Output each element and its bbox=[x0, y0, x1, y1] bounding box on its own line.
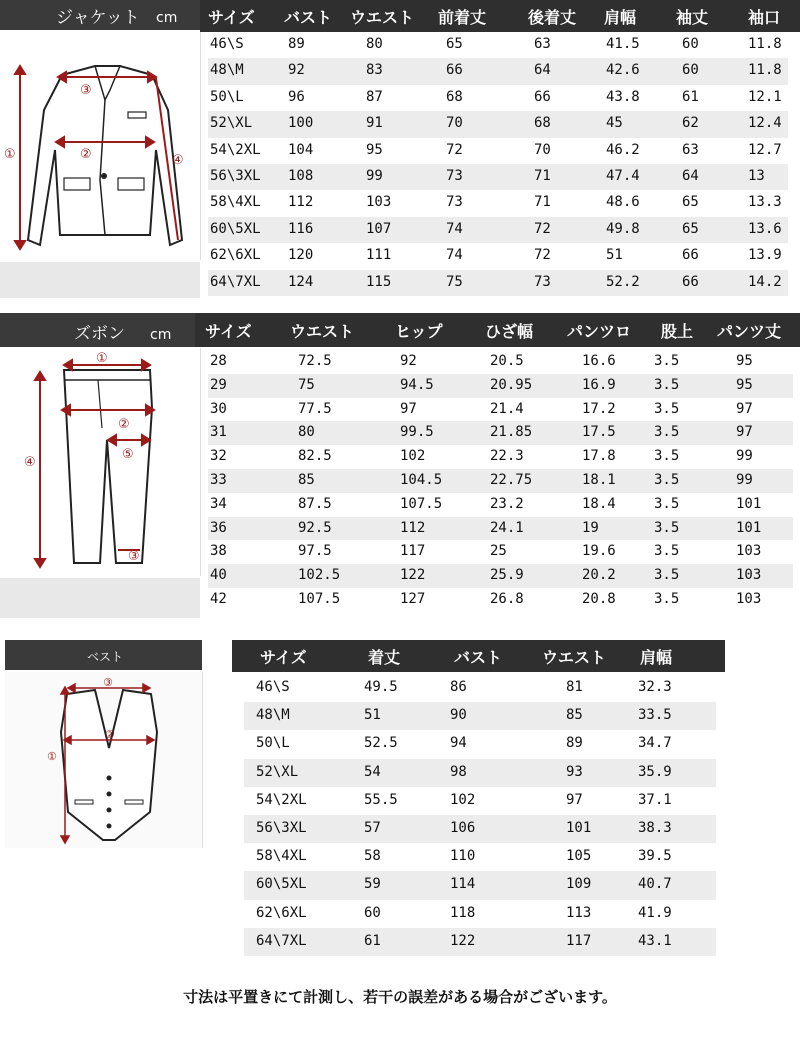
jacket-marker-2: ② bbox=[80, 147, 92, 162]
table-cell: 20.5 bbox=[490, 353, 524, 369]
table-cell: 32 bbox=[210, 448, 227, 465]
pants-table-row bbox=[208, 588, 793, 612]
table-cell: 93 bbox=[566, 763, 583, 780]
vest-table-row bbox=[244, 787, 716, 815]
table-cell: 13.9 bbox=[748, 247, 782, 264]
table-cell: 38 bbox=[210, 543, 227, 560]
table-cell: 66 bbox=[446, 62, 463, 79]
table-cell: 34 bbox=[210, 495, 227, 512]
table-cell: 58\4XL bbox=[256, 848, 307, 865]
table-cell: 50\L bbox=[256, 735, 290, 752]
table-cell: 39.5 bbox=[638, 848, 672, 865]
table-cell: 54 bbox=[364, 763, 381, 780]
table-cell: 59 bbox=[364, 876, 381, 893]
table-cell: 28 bbox=[210, 353, 227, 369]
pants-unit: cm bbox=[150, 327, 172, 343]
table-cell: 61 bbox=[682, 88, 699, 105]
table-cell: 107.5 bbox=[298, 591, 341, 607]
table-cell: 62\6XL bbox=[210, 247, 261, 264]
table-cell: 127 bbox=[400, 591, 426, 607]
table-cell: 86 bbox=[450, 679, 467, 695]
vest-label: ベスト bbox=[87, 650, 124, 664]
table-cell: 47.4 bbox=[606, 168, 640, 184]
table-cell: 118 bbox=[450, 904, 476, 921]
table-cell: 11.8 bbox=[748, 36, 782, 52]
table-cell: 87 bbox=[366, 88, 383, 105]
table-cell: 60\5XL bbox=[210, 220, 261, 237]
jacket-section-label bbox=[0, 0, 200, 30]
table-cell: 45 bbox=[606, 115, 623, 132]
pants-header-knee: ひざ幅 bbox=[485, 322, 534, 341]
jacket-header-shoulder: 肩幅 bbox=[604, 8, 637, 27]
vest-table-row bbox=[244, 843, 716, 871]
table-cell: 110 bbox=[450, 848, 476, 865]
table-cell: 21.4 bbox=[490, 400, 524, 417]
vest-header-waist: ウエスト bbox=[542, 648, 607, 667]
jacket-unit: cm bbox=[156, 10, 178, 26]
table-cell: 77.5 bbox=[298, 400, 332, 417]
vest-table-row bbox=[244, 928, 716, 956]
table-cell: 34.7 bbox=[638, 735, 672, 752]
jacket-diagram-footer bbox=[0, 262, 200, 298]
jacket-table-row bbox=[208, 32, 788, 58]
table-cell: 54\2XL bbox=[210, 141, 261, 158]
table-cell: 64 bbox=[682, 168, 699, 184]
pants-diagram-svg bbox=[0, 348, 200, 576]
table-cell: 91 bbox=[366, 115, 383, 132]
pants-table-header bbox=[195, 313, 800, 347]
table-cell: 16.9 bbox=[582, 376, 616, 393]
jacket-table-row bbox=[208, 111, 788, 137]
table-cell: 82.5 bbox=[298, 448, 332, 465]
table-cell: 72 bbox=[446, 141, 463, 158]
vest-header-length: 着丈 bbox=[368, 648, 401, 667]
table-cell: 64\7XL bbox=[256, 932, 307, 949]
table-cell: 104 bbox=[288, 141, 314, 158]
table-cell: 99 bbox=[736, 472, 753, 488]
table-cell: 3.5 bbox=[654, 495, 680, 512]
table-cell: 17.5 bbox=[582, 424, 616, 441]
table-cell: 25 bbox=[490, 543, 507, 560]
table-cell: 80 bbox=[366, 36, 383, 52]
table-cell: 54\2XL bbox=[256, 791, 307, 808]
pants-table-row bbox=[208, 421, 793, 445]
table-cell: 56\3XL bbox=[210, 168, 261, 184]
pants-diagram bbox=[0, 348, 201, 576]
table-cell: 33 bbox=[210, 472, 227, 488]
table-cell: 40.7 bbox=[638, 876, 672, 893]
pants-section-label bbox=[0, 313, 195, 347]
vest-marker-3: ③ bbox=[103, 676, 113, 689]
jacket-table-row bbox=[208, 58, 788, 84]
table-cell: 94.5 bbox=[400, 376, 434, 393]
vest-header-bust: バスト bbox=[454, 648, 503, 667]
table-cell: 58 bbox=[364, 848, 381, 865]
pants-table-row bbox=[208, 493, 793, 517]
table-cell: 117 bbox=[400, 543, 426, 560]
pants-diagram-footer bbox=[0, 578, 200, 618]
jacket-table-row bbox=[208, 138, 788, 164]
table-cell: 73 bbox=[446, 194, 463, 211]
table-cell: 3.5 bbox=[654, 591, 680, 607]
table-cell: 92.5 bbox=[298, 519, 332, 536]
vest-table-row bbox=[244, 730, 716, 758]
table-cell: 61 bbox=[364, 932, 381, 949]
table-cell: 60 bbox=[682, 36, 699, 52]
table-cell: 124 bbox=[288, 273, 314, 290]
table-cell: 104.5 bbox=[400, 472, 443, 488]
table-cell: 96 bbox=[288, 88, 305, 105]
pants-table-body bbox=[208, 350, 793, 612]
pants-table-row bbox=[208, 445, 793, 469]
table-cell: 3.5 bbox=[654, 400, 680, 417]
table-cell: 89 bbox=[566, 735, 583, 752]
jacket-label: ジャケット bbox=[56, 8, 140, 28]
table-cell: 103 bbox=[736, 591, 762, 607]
table-cell: 97 bbox=[566, 791, 583, 808]
table-cell: 81 bbox=[566, 679, 583, 695]
table-cell: 3.5 bbox=[654, 543, 680, 560]
vest-table-row bbox=[244, 815, 716, 843]
pants-table-row bbox=[208, 469, 793, 493]
table-cell: 41.9 bbox=[638, 904, 672, 921]
pants-header-length: パンツ丈 bbox=[717, 322, 782, 341]
jacket-header-front-length: 前着丈 bbox=[438, 8, 487, 27]
table-cell: 114 bbox=[450, 876, 476, 893]
pants-header-hem: パンツロ bbox=[567, 322, 632, 341]
table-cell: 42.6 bbox=[606, 62, 640, 79]
table-cell: 94 bbox=[450, 735, 467, 752]
table-cell: 80 bbox=[298, 424, 315, 441]
table-cell: 95 bbox=[736, 353, 753, 369]
table-cell: 105 bbox=[566, 848, 592, 865]
table-cell: 52.5 bbox=[364, 735, 398, 752]
table-cell: 66 bbox=[682, 247, 699, 264]
table-cell: 42 bbox=[210, 591, 227, 607]
table-cell: 33.5 bbox=[638, 707, 672, 724]
table-cell: 75 bbox=[298, 376, 315, 393]
table-cell: 3.5 bbox=[654, 519, 680, 536]
table-cell: 108 bbox=[288, 168, 314, 184]
table-cell: 48\M bbox=[210, 62, 244, 79]
table-cell: 38.3 bbox=[638, 820, 672, 836]
table-cell: 122 bbox=[400, 567, 426, 584]
table-cell: 20.2 bbox=[582, 567, 616, 584]
table-cell: 65 bbox=[682, 194, 699, 211]
table-cell: 14.2 bbox=[748, 273, 782, 290]
vest-header-size: サイズ bbox=[260, 648, 307, 667]
table-cell: 12.4 bbox=[748, 115, 782, 132]
table-cell: 102 bbox=[400, 448, 426, 465]
table-cell: 103 bbox=[736, 567, 762, 584]
table-cell: 101 bbox=[736, 519, 762, 536]
vest-header-shoulder: 肩幅 bbox=[640, 648, 673, 667]
vest-table-row bbox=[244, 900, 716, 928]
table-cell: 107 bbox=[366, 220, 392, 237]
table-cell: 19 bbox=[582, 519, 599, 536]
table-cell: 72 bbox=[534, 247, 551, 264]
table-cell: 101 bbox=[566, 820, 592, 836]
table-cell: 12.7 bbox=[748, 141, 782, 158]
table-cell: 3.5 bbox=[654, 424, 680, 441]
pants-header-rise: 股上 bbox=[661, 322, 694, 341]
table-cell: 56\3XL bbox=[256, 820, 307, 836]
jacket-table-row bbox=[208, 270, 788, 296]
table-cell: 18.1 bbox=[582, 472, 616, 488]
table-cell: 51 bbox=[364, 707, 381, 724]
table-cell: 62 bbox=[682, 115, 699, 132]
table-cell: 70 bbox=[446, 115, 463, 132]
jacket-diagram-svg bbox=[0, 30, 200, 260]
table-cell: 68 bbox=[534, 115, 551, 132]
table-cell: 100 bbox=[288, 115, 314, 132]
table-cell: 74 bbox=[446, 247, 463, 264]
table-cell: 102.5 bbox=[298, 567, 341, 584]
table-cell: 46.2 bbox=[606, 141, 640, 158]
table-cell: 97.5 bbox=[298, 543, 332, 560]
table-cell: 83 bbox=[366, 62, 383, 79]
table-cell: 3.5 bbox=[654, 448, 680, 465]
jacket-header-size: サイズ bbox=[208, 8, 255, 27]
table-cell: 17.2 bbox=[582, 400, 616, 417]
table-cell: 48.6 bbox=[606, 194, 640, 211]
table-cell: 99 bbox=[736, 448, 753, 465]
pants-table-row bbox=[208, 564, 793, 588]
jacket-table-row bbox=[208, 85, 788, 111]
table-cell: 41.5 bbox=[606, 36, 640, 52]
table-cell: 19.6 bbox=[582, 543, 616, 560]
table-cell: 20.8 bbox=[582, 591, 616, 607]
table-cell: 120 bbox=[288, 247, 314, 264]
table-cell: 115 bbox=[366, 273, 392, 290]
table-cell: 23.2 bbox=[490, 495, 524, 512]
table-cell: 11.8 bbox=[748, 62, 782, 79]
table-cell: 99 bbox=[366, 168, 383, 184]
table-cell: 64 bbox=[534, 62, 551, 79]
table-cell: 13 bbox=[748, 168, 765, 184]
table-cell: 95 bbox=[366, 141, 383, 158]
table-cell: 52\XL bbox=[256, 763, 299, 780]
table-cell: 35.9 bbox=[638, 763, 672, 780]
table-cell: 71 bbox=[534, 168, 551, 184]
table-cell: 22.75 bbox=[490, 472, 533, 488]
table-cell: 16.6 bbox=[582, 353, 616, 369]
table-cell: 97 bbox=[400, 400, 417, 417]
vest-table-row bbox=[244, 871, 716, 899]
table-cell: 40 bbox=[210, 567, 227, 584]
table-cell: 37.1 bbox=[638, 791, 672, 808]
table-cell: 95 bbox=[736, 376, 753, 393]
table-cell: 102 bbox=[450, 791, 476, 808]
pants-marker-1: ① bbox=[96, 351, 108, 366]
table-cell: 89 bbox=[288, 36, 305, 52]
vest-diagram bbox=[5, 672, 203, 848]
table-cell: 72.5 bbox=[298, 353, 332, 369]
vest-diagram-svg bbox=[5, 672, 202, 848]
table-cell: 60\5XL bbox=[256, 876, 307, 893]
table-cell: 103 bbox=[736, 543, 762, 560]
table-cell: 107.5 bbox=[400, 495, 443, 512]
table-cell: 112 bbox=[288, 194, 314, 211]
table-cell: 43.8 bbox=[606, 88, 640, 105]
jacket-marker-1: ① bbox=[4, 147, 16, 162]
table-cell: 97 bbox=[736, 400, 753, 417]
table-cell: 85 bbox=[566, 707, 583, 724]
table-cell: 63 bbox=[682, 141, 699, 158]
table-cell: 99.5 bbox=[400, 424, 434, 441]
table-cell: 73 bbox=[534, 273, 551, 290]
table-cell: 113 bbox=[566, 904, 592, 921]
pants-table-row bbox=[208, 350, 793, 374]
table-cell: 72 bbox=[534, 220, 551, 237]
table-cell: 49.8 bbox=[606, 220, 640, 237]
pants-header-hip: ヒップ bbox=[395, 322, 443, 341]
table-cell: 103 bbox=[366, 194, 392, 211]
table-cell: 68 bbox=[446, 88, 463, 105]
jacket-marker-3: ③ bbox=[80, 83, 92, 98]
vest-section-label bbox=[5, 640, 202, 670]
table-cell: 13.6 bbox=[748, 220, 782, 237]
jacket-header-waist: ウエスト bbox=[350, 8, 415, 27]
table-cell: 21.85 bbox=[490, 424, 533, 441]
table-cell: 17.8 bbox=[582, 448, 616, 465]
table-cell: 3.5 bbox=[654, 472, 680, 488]
table-cell: 25.9 bbox=[490, 567, 524, 584]
pants-label: ズボン bbox=[74, 324, 125, 344]
table-cell: 117 bbox=[566, 932, 592, 949]
table-cell: 65 bbox=[446, 36, 463, 52]
jacket-table-header bbox=[200, 0, 800, 32]
table-cell: 51 bbox=[606, 247, 623, 264]
pants-table-row bbox=[208, 540, 793, 564]
table-cell: 13.3 bbox=[748, 194, 782, 211]
table-cell: 22.3 bbox=[490, 448, 524, 465]
jacket-header-back-length: 後着丈 bbox=[528, 8, 577, 27]
pants-table-row bbox=[208, 374, 793, 398]
jacket-table-body bbox=[208, 32, 788, 296]
table-cell: 111 bbox=[366, 247, 392, 264]
vest-marker-2: ② bbox=[105, 728, 115, 741]
jacket-header-bust: バスト bbox=[284, 8, 333, 27]
pants-marker-4: ④ bbox=[24, 455, 36, 470]
table-cell: 92 bbox=[400, 353, 417, 369]
table-cell: 70 bbox=[534, 141, 551, 158]
vest-marker-1: ① bbox=[47, 750, 57, 763]
table-cell: 36 bbox=[210, 519, 227, 536]
table-cell: 55.5 bbox=[364, 791, 398, 808]
table-cell: 32.3 bbox=[638, 679, 672, 695]
table-cell: 64\7XL bbox=[210, 273, 261, 290]
table-cell: 30 bbox=[210, 400, 227, 417]
vest-table-header bbox=[232, 640, 725, 672]
table-cell: 98 bbox=[450, 763, 467, 780]
vest-table-body bbox=[244, 674, 716, 956]
table-cell: 65 bbox=[682, 220, 699, 237]
table-cell: 97 bbox=[736, 424, 753, 441]
vest-table-row bbox=[244, 759, 716, 787]
table-cell: 66 bbox=[682, 273, 699, 290]
jacket-table-row bbox=[208, 243, 788, 269]
vest-table-row bbox=[244, 702, 716, 730]
table-cell: 71 bbox=[534, 194, 551, 211]
jacket-table-row bbox=[208, 190, 788, 216]
table-cell: 112 bbox=[400, 519, 426, 536]
measurement-note: 寸法は平置きにて計測し、若干の誤差がある場合がございます。 bbox=[183, 988, 617, 1006]
pants-table-row bbox=[208, 517, 793, 541]
table-cell: 85 bbox=[298, 472, 315, 488]
pants-header-waist: ウエスト bbox=[290, 322, 355, 341]
jacket-marker-4: ④ bbox=[172, 153, 184, 168]
pants-marker-5: ⑤ bbox=[122, 447, 134, 462]
table-cell: 50\L bbox=[210, 88, 244, 105]
table-cell: 3.5 bbox=[654, 567, 680, 584]
table-cell: 43.1 bbox=[638, 932, 672, 949]
table-cell: 26.8 bbox=[490, 591, 524, 607]
table-cell: 66 bbox=[534, 88, 551, 105]
table-cell: 73 bbox=[446, 168, 463, 184]
vest-table-row bbox=[244, 674, 716, 702]
table-cell: 52\XL bbox=[210, 115, 253, 132]
table-cell: 48\M bbox=[256, 707, 290, 724]
table-cell: 63 bbox=[534, 36, 551, 52]
jacket-header-sleeve: 袖丈 bbox=[676, 8, 709, 27]
table-cell: 52.2 bbox=[606, 273, 640, 290]
table-cell: 60 bbox=[682, 62, 699, 79]
jacket-table-row bbox=[208, 164, 788, 190]
pants-header-size: サイズ bbox=[205, 322, 252, 341]
table-cell: 106 bbox=[450, 820, 476, 836]
table-cell: 58\4XL bbox=[210, 194, 261, 211]
pants-marker-3: ③ bbox=[128, 549, 140, 564]
table-cell: 75 bbox=[446, 273, 463, 290]
pants-marker-2: ② bbox=[118, 417, 130, 432]
table-cell: 92 bbox=[288, 62, 305, 79]
table-cell: 109 bbox=[566, 876, 592, 893]
table-cell: 74 bbox=[446, 220, 463, 237]
table-cell: 46\S bbox=[210, 36, 244, 52]
jacket-diagram bbox=[0, 30, 201, 260]
table-cell: 49.5 bbox=[364, 679, 398, 695]
table-cell: 116 bbox=[288, 220, 314, 237]
table-cell: 31 bbox=[210, 424, 227, 441]
table-cell: 122 bbox=[450, 932, 476, 949]
table-cell: 12.1 bbox=[748, 88, 782, 105]
table-cell: 20.95 bbox=[490, 376, 533, 393]
table-cell: 18.4 bbox=[582, 495, 616, 512]
jacket-header-cuff: 袖口 bbox=[748, 8, 781, 27]
table-cell: 57 bbox=[364, 820, 381, 836]
table-cell: 24.1 bbox=[490, 519, 524, 536]
jacket-table-row bbox=[208, 217, 788, 243]
table-cell: 46\S bbox=[256, 679, 290, 695]
table-cell: 62\6XL bbox=[256, 904, 307, 921]
table-cell: 90 bbox=[450, 707, 467, 724]
table-cell: 101 bbox=[736, 495, 762, 512]
table-cell: 3.5 bbox=[654, 353, 680, 369]
table-cell: 60 bbox=[364, 904, 381, 921]
pants-table-row bbox=[208, 398, 793, 422]
table-cell: 29 bbox=[210, 376, 227, 393]
table-cell: 87.5 bbox=[298, 495, 332, 512]
table-cell: 3.5 bbox=[654, 376, 680, 393]
